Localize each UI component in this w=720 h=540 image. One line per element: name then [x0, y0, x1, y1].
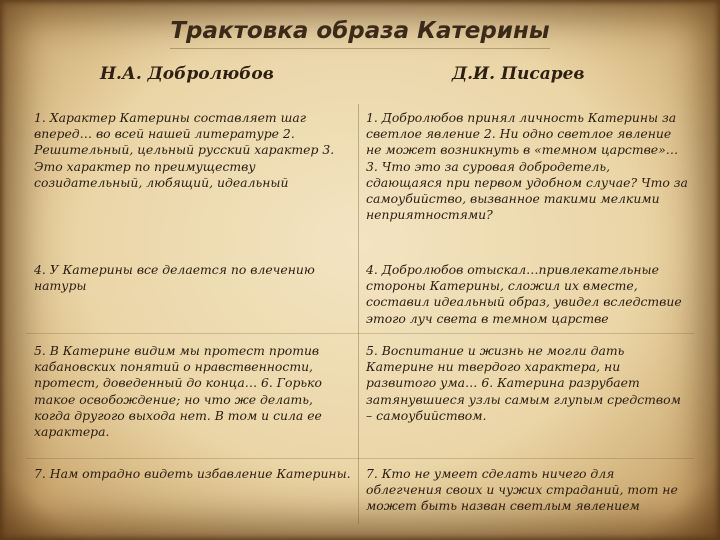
- row-separator: [26, 458, 694, 459]
- column-divider: [358, 104, 359, 524]
- column-header-pisarev: Д.И. Писарев: [452, 64, 585, 84]
- table-cell-left-3: 5. В Катерине видим мы протест против кабановских понятий о нравственности, протест, доведенный до конца… 6. Горько такое освобождение; но что же делать, когда другого выхода нет. В том и сила ее характера.: [34, 343, 322, 440]
- table-cell-right-4: 7. Кто не умеет сделать ничего для облегчения своих и чужих страданий, тот не может быть назван светлым явлением: [366, 466, 678, 514]
- table-cell-right-3: 5. Воспитание и жизнь не могли дать Катерине ни твердого характера, ни развитого ума… 6. Катерина разрубает затянувшиеся узлы самым глупым средством – самоубийством.: [366, 343, 681, 423]
- slide-title: Трактовка образа Катерины: [170, 18, 550, 44]
- table-cell-right-2: 4. Добролюбов отыскал…привлекательные стороны Катерины, сложил их вместе, составил идеальный образ, увидел вследствие этого луч света в темном царстве: [366, 262, 682, 326]
- row-separator: [26, 333, 694, 334]
- table-cell-left-2: 4. У Катерины все делается по влечению натуры: [34, 262, 315, 294]
- table-cell-left-4: 7. Нам отрадно видеть избавление Катерины.: [34, 466, 351, 481]
- table-cell-right-1: 1. Добролюбов принял личность Катерины за светлое явление 2. Ни одно светлое явление не может возникнуть в «темном царстве»… 3. Что это за суровая добродетель, сдающаяся при первом удобном случае? Что за самоубийство, вызванное такими мелкими неприятностями?: [366, 110, 688, 223]
- column-header-dobrolyubov: Н.А. Добролюбов: [100, 64, 274, 84]
- table-cell-left-1: 1. Характер Катерины составляет шаг вперед… во всей нашей литературе 2. Решительный, цельный русский характер 3. Это характер по преимуществу созидательный, любящий, идеальный: [34, 110, 335, 190]
- title-divider: [170, 48, 550, 49]
